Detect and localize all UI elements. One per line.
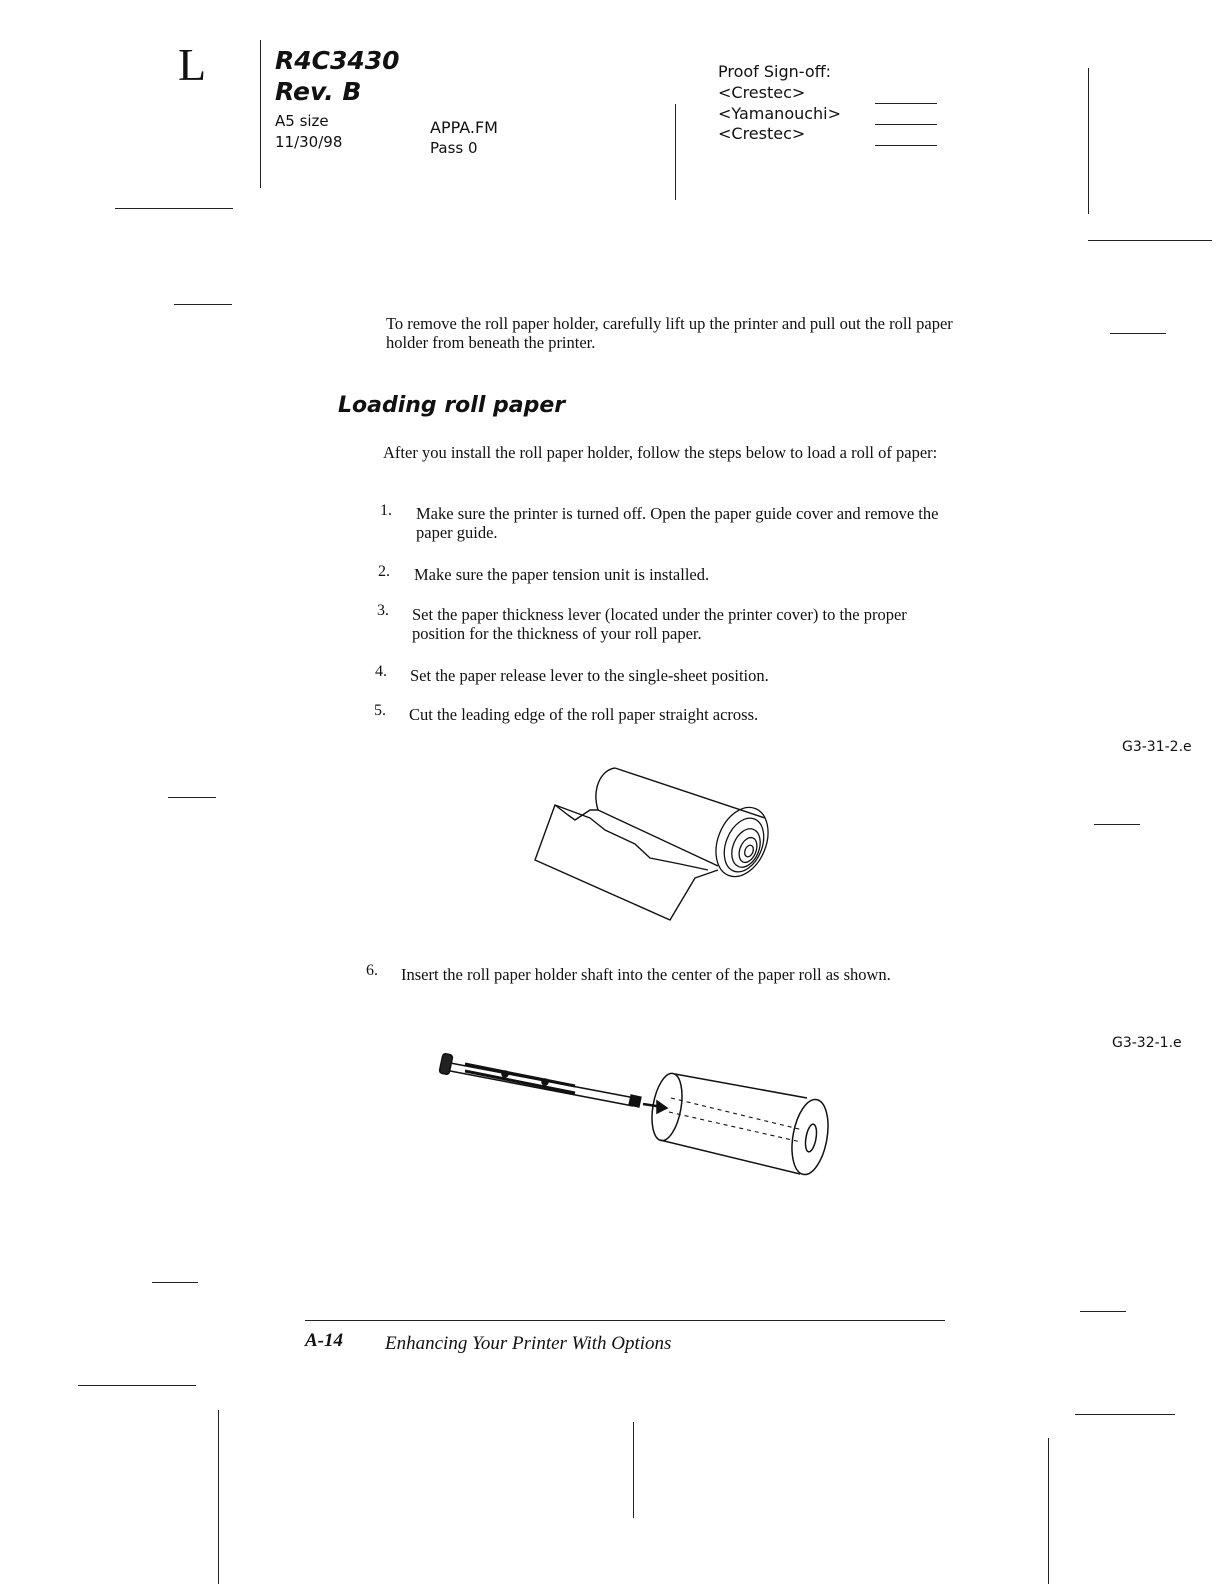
step-text: Make sure the printer is turned off. Open the paper guide cover and remove the paper guide. <box>416 504 939 542</box>
signoff-line <box>875 124 937 125</box>
step-number: 4. <box>375 663 387 680</box>
crop-mark <box>152 1282 198 1283</box>
proof-line: <Yamanouchi> <box>718 104 842 123</box>
doc-revision: Rev. B <box>275 77 362 106</box>
crop-mark <box>1088 68 1089 214</box>
proof-line: <Crestec> <box>718 124 806 143</box>
crop-mark <box>115 208 233 209</box>
roll-paper-figure <box>530 760 780 930</box>
signoff-line <box>875 103 937 104</box>
header-divider <box>675 104 676 200</box>
step-number: 1. <box>380 502 392 519</box>
crop-mark <box>633 1422 634 1518</box>
crop-mark <box>1094 824 1140 825</box>
proof-line: <Crestec> <box>718 83 806 102</box>
step-number: 6. <box>366 962 378 979</box>
crop-mark <box>1088 240 1212 241</box>
step-text: Insert the roll paper holder shaft into the center of the paper roll as shown. <box>401 965 891 984</box>
pass-number: Pass 0 <box>430 139 478 157</box>
figure-code: G3-32-1.e <box>1112 1035 1182 1051</box>
step-number: 5. <box>374 702 386 719</box>
crop-mark <box>1048 1438 1049 1584</box>
doc-code: R4C3430 <box>275 46 400 75</box>
section-heading: Loading roll paper <box>338 393 566 418</box>
crop-mark <box>1080 1311 1126 1312</box>
proof-title: Proof Sign-off: <box>718 62 832 81</box>
doc-date: 11/30/98 <box>275 133 343 151</box>
figure-code: G3-31-2.e <box>1122 739 1192 755</box>
page-number: A-14 <box>305 1330 343 1351</box>
step-text: Make sure the paper tension unit is installed. <box>414 565 710 584</box>
intro-paragraph: To remove the roll paper holder, carefully lift up the printer and pull out the roll paper holder from beneath the printer. <box>386 314 953 352</box>
step-number: 3. <box>377 602 389 619</box>
step-text: Set the paper release lever to the single-sheet position. <box>410 666 769 685</box>
crop-mark <box>174 304 232 305</box>
side-letter: L <box>178 39 207 90</box>
file-name: APPA.FM <box>430 118 498 137</box>
crop-mark <box>218 1410 219 1584</box>
lead-paragraph: After you install the roll paper holder, follow the steps below to load a roll of paper: <box>383 443 938 462</box>
crop-mark <box>1075 1414 1175 1415</box>
crop-mark <box>1110 333 1166 334</box>
signoff-line <box>875 145 937 146</box>
crop-mark <box>168 797 216 798</box>
holder-shaft-figure <box>435 1040 835 1190</box>
step-number: 2. <box>378 563 390 580</box>
chapter-title: Enhancing Your Printer With Options <box>385 1333 672 1354</box>
paper-size: A5 size <box>275 112 329 130</box>
crop-mark <box>78 1385 196 1386</box>
step-text: Cut the leading edge of the roll paper straight across. <box>409 705 759 724</box>
step-text: Set the paper thickness lever (located under the printer cover) to the proper position for the thickness of your roll paper. <box>412 605 907 643</box>
header-divider <box>260 40 261 188</box>
footer-rule <box>305 1320 945 1321</box>
